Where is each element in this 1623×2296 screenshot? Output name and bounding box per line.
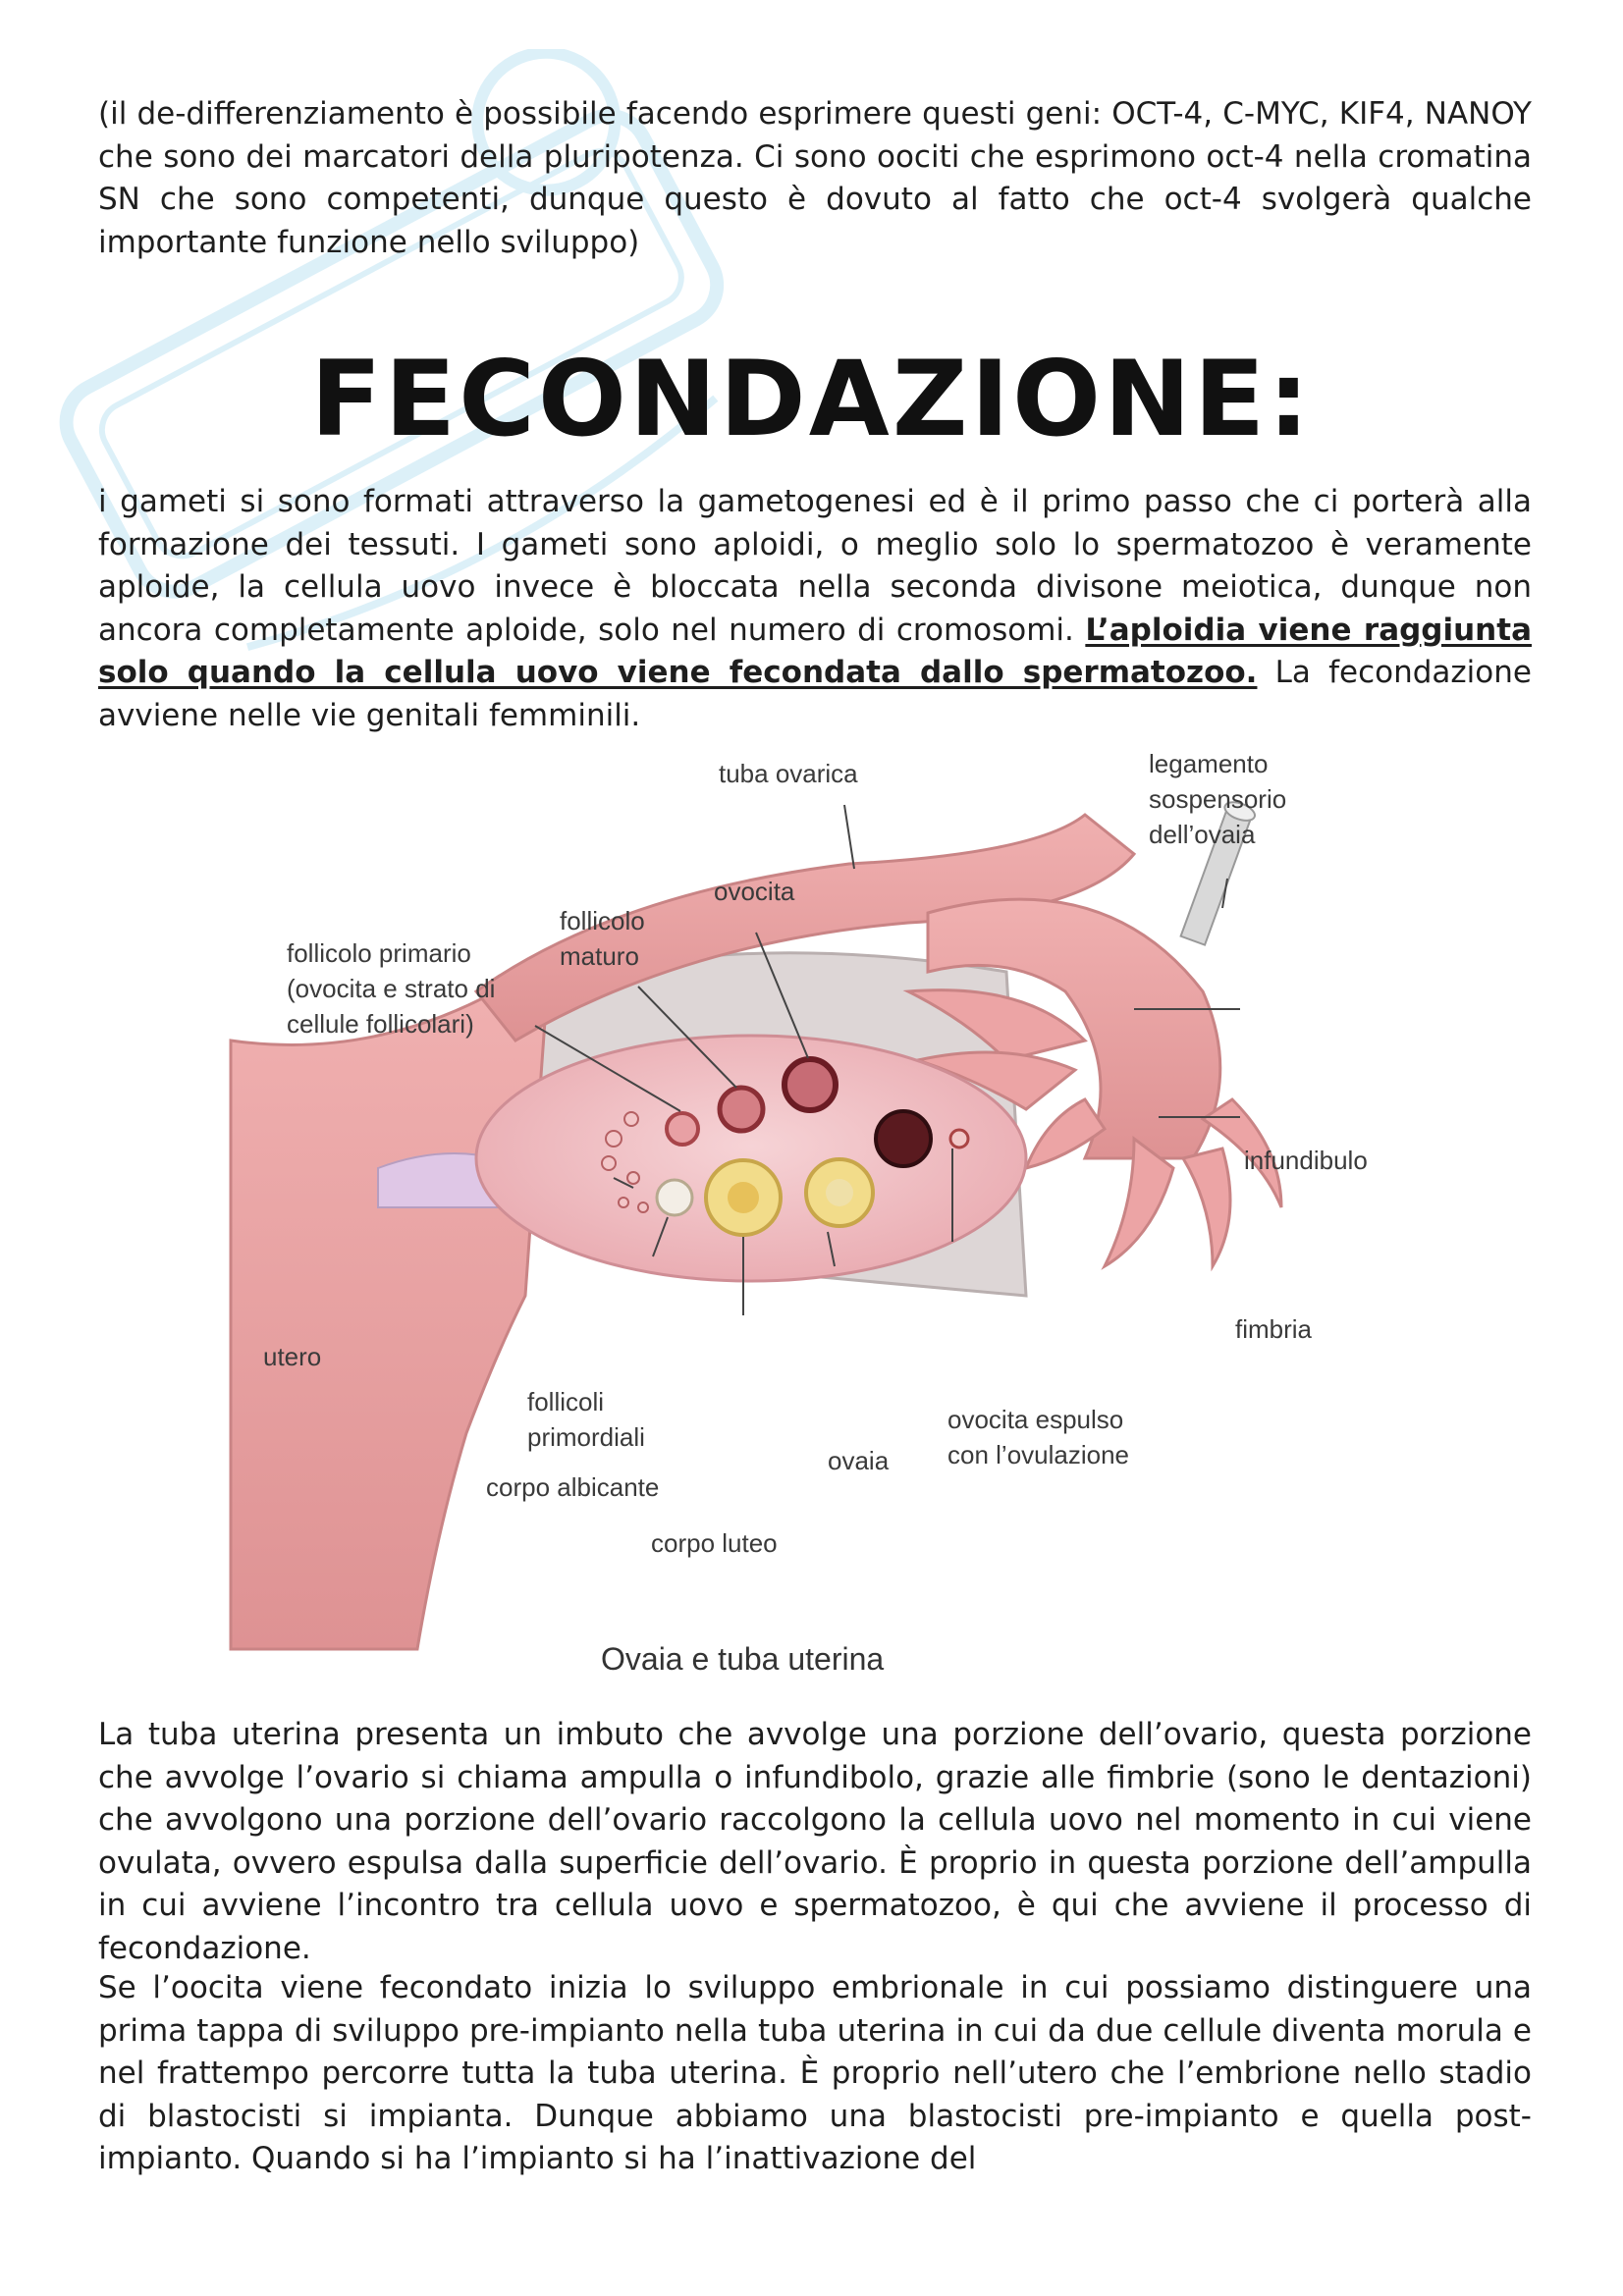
highlighted-statement: L’aploidia viene raggiunta solo quando la cellula uovo viene fecondata dallo spermatozoo. (98, 612, 1532, 690)
label-corpo-luteo: corpo luteo (651, 1528, 778, 1558)
label-ovaia: ovaia (828, 1446, 890, 1475)
expelled-oocyte (950, 1130, 968, 1148)
mature-follicle (784, 1059, 836, 1110)
paragraph-text: i gameti si sono formati attraverso la gametogenesi ed è il primo passo che ci porterà alla formazione dei tessuti. I gameti sono aploidi, o meglio solo lo spermatozoo è veramente aploide, la cellula uovo invece è bloccata nella seconda divisone meiotica, dunque non ancora completamente aploide, solo nel numero di cromosomi. (98, 484, 1532, 648)
label-corpo-albicante: corpo albicante (486, 1472, 660, 1502)
label-infundibulo: infundibulo (1244, 1146, 1368, 1175)
label-legamento: legamento sospensorio dell’ovaia (1149, 749, 1287, 849)
label-follicoli-primordiali: follicoli primordiali (527, 1387, 645, 1452)
label-utero: utero (263, 1342, 322, 1371)
sviluppo-paragraph: Se l’oocita viene fecondato inizia lo sviluppo embrionale in cui possiamo distinguere una prima tappa di sviluppo pre-impianto nella tuba uterina in cui da due cellule diventa morula e nel frattempo percorre tutta la tuba uterina. È proprio nell’utero che l’embrione nello stadio di blastocisti si impianta. Dunque abbiamo una blastocisti pre-impianto e quella post-impianto. Quando si ha l’impianto si ha l’inattivazione del (98, 1970, 1532, 2176)
ovary-uterine-tube-figure (221, 746, 1448, 1688)
uterus-shape (231, 986, 545, 1649)
growing-follicle (720, 1088, 763, 1131)
corpus-luteum-2 (806, 1159, 873, 1226)
intro-paragraph: (il de-differenziamento è possibile facendo esprimere questi geni: OCT-4, C-MYC, KIF4, NANOY che sono dei marcatori della pluripotenza. Ci sono oociti che esprimono oct-4 nella cromatina SN che sono competenti, dunque questo è dovuto al fatto che oct-4 svolgerà qualche importante funzione nello sviluppo) (98, 96, 1532, 260)
figure-caption: Ovaia e tuba uterina (601, 1641, 885, 1677)
label-tuba-ovarica: tuba ovarica (719, 759, 858, 788)
fecondazione-paragraph (98, 481, 1532, 737)
label-follicolo-maturo: follicolo maturo (560, 906, 645, 971)
tuba-uterina-paragraph: La tuba uterina presenta un imbuto che avvolge una porzione dell’ovario, questa porzione che avvolge l’ovario si chiama ampulla o infundibolo, grazie alle fimbrie (sono le dentazioni) che avvolgono una porzione dell’ovario raccolgono la cellula uovo nel momento in cui viene ovulata, ovvero espulsa dalla superficie dell’ovario. È proprio in questa porzione dell’ampulla in cui avviene l’incontro tra cellula uovo e spermatozoo, è qui che avviene il processo di fecondazione. (98, 1717, 1532, 1966)
primary-follicle (667, 1113, 698, 1145)
section-title: FECONDAZIONE: (310, 339, 1313, 459)
paragraph-text-end: La fecondazione avviene nelle vie genitali femminili. (98, 655, 1532, 733)
corpus-albicans (657, 1180, 692, 1215)
ovary (476, 1036, 1026, 1281)
ruptured-follicle (876, 1111, 931, 1166)
label-ovocita: ovocita (714, 877, 795, 906)
anatomy-illustration (221, 746, 1448, 1688)
corpus-luteum (706, 1160, 781, 1235)
label-ovocita-espulso: ovocita espulso con l’ovulazione (947, 1405, 1130, 1469)
label-follicolo-primario: follicolo primario (ovocita e strato di cellule follicolari) (287, 938, 496, 1039)
label-fimbria: fimbria (1235, 1314, 1313, 1344)
